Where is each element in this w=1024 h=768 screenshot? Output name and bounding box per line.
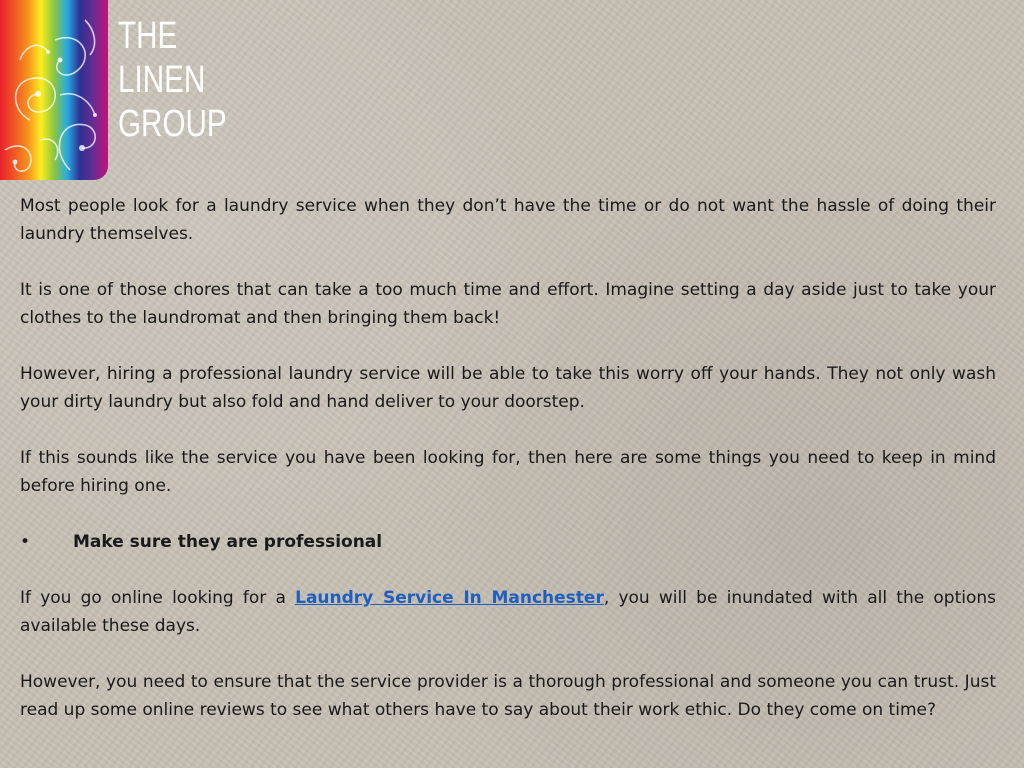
paragraph-5: [20, 584, 996, 640]
paragraph-3: However, hiring a professional laundry service will be able to take this worry off your hands. They not only wash your dirty laundry but also fold and hand deliver to your doorstep.: [20, 364, 996, 412]
bullet-item: [20, 528, 996, 556]
paragraph-5-lead: If you go online looking for a: [20, 588, 296, 608]
laundry-service-link[interactable]: Laundry Service In Manchester: [295, 588, 604, 608]
paragraph-1: Most people look for a laundry service when they don’t have the time or do not want the hassle of doing their laundry themselves.: [20, 196, 996, 244]
brand-logo-text: [118, 14, 227, 146]
paragraph-2: It is one of those chores that can take a too much time and effort. Imagine setting a day aside just to take your clothes to the laundromat and then bringing them back!: [20, 280, 996, 328]
brand-line-3: GROUP: [118, 103, 227, 145]
paragraph-4: If this sounds like the service you have been looking for, then here are some things you need to keep in mind before hiring one.: [20, 448, 996, 496]
rainbow-swirl-logo-icon: [0, 0, 108, 180]
bullet-heading: Make sure they are professional: [73, 532, 383, 552]
brand-line-2: LINEN: [118, 59, 206, 101]
bullet-icon: •: [20, 532, 31, 552]
paragraph-5-tail: , you will be inundated with all the options available these days.: [20, 588, 997, 636]
article-body: [20, 192, 996, 752]
brand-line-1: THE: [118, 15, 178, 57]
paragraph-6: However, you need to ensure that the service provider is a thorough professional and someone you can trust. Just read up some online reviews to see what others have to say about their work ethic. Do they come on time?: [20, 672, 996, 720]
